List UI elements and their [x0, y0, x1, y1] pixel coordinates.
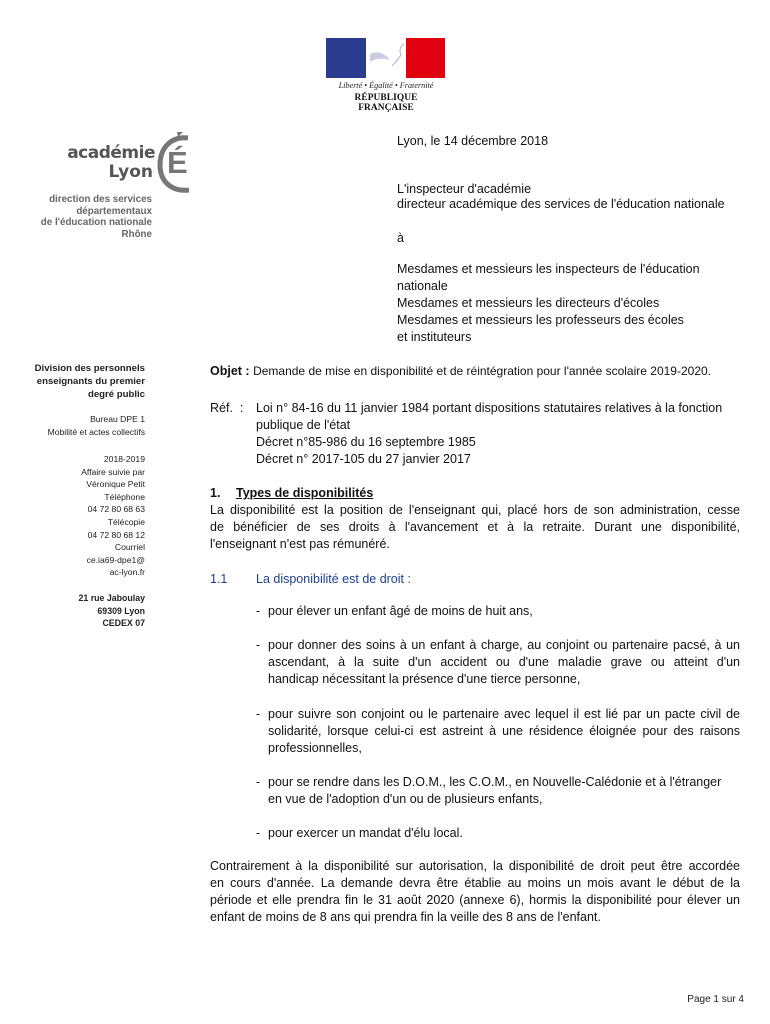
section11-number: 1.1	[210, 572, 228, 586]
list-item: - pour élever un enfant âgé de moins de huit ans,	[256, 604, 533, 618]
academie-city: Lyon	[108, 162, 153, 182]
section11-title: La disponibilité est de droit :	[256, 572, 411, 586]
section1-title: Types de disponibilités	[236, 486, 374, 500]
recipients: Mesdames et messieurs les inspecteurs de l'éducation nationale Mesdames et messieurs les directeurs d'écoles Mesdames et messieurs les professeurs des écoles et instituteurs	[397, 262, 700, 344]
republic-motto: Liberté • Égalité • Fraternité	[338, 81, 434, 90]
marianne-flag-icon	[326, 38, 446, 80]
objet-line	[210, 363, 711, 380]
sidebar-division: Division des personnels enseignants du premier degré public	[34, 363, 145, 400]
list-item: - pour se rendre dans les D.O.M., les C.O.M., en Nouvelle-Calédonie et à l'étranger en vue de l'adoption d'un ou de plusieurs enfants,	[256, 775, 722, 806]
list-item: - pour suivre son conjoint ou le partenaire avec lequel il est lié par un pacte civil de solidarité, lorsque celui-ci est astreint à une résidence éloignée pour des raisons professionnelles,	[256, 707, 740, 755]
place-date: Lyon, le 14 décembre 2018	[397, 134, 549, 148]
sidebar-contact: 2018-2019 Affaire suivie par Véronique Petit Téléphone 04 72 80 68 63 Télécopie 04 72 80 68 12 Courriel ce.ia69-dpe1@ ac-lyon.fr	[81, 454, 145, 578]
academie-subtitle: direction des services départementaux de l'éducation nationale Rhône	[40, 194, 152, 240]
ref-list: Loi n° 84-16 du 11 janvier 1984 portant dispositions statutaires relatives à la fonction publique de l'état Décret n°85-986 du 16 septembre 1985 Décret n° 2017-105 du 27 janvier 2017	[256, 401, 723, 466]
academie-logo	[40, 128, 205, 248]
bullet-dash: -	[256, 707, 261, 721]
closing-paragraph: Contrairement à la disponibilité sur autorisation, la disponibilité de droit peut être accordée en cours d'année. La demande devra être établie au moins un mois avant le début de la période et elle prendra fin le 31 août 2020 (annexe 6), hormis la disponibilité pour élever un enfant de moins de 8 ans qui prendra fin la veille des 8 ans de l'enfant.	[210, 859, 740, 924]
academie-word: académie	[67, 143, 155, 163]
section11-heading	[210, 571, 610, 588]
bullet-dash: -	[256, 604, 261, 618]
bullet-dash: -	[256, 638, 261, 652]
academie-e-emblem: É	[156, 132, 198, 194]
bullet-dash: -	[256, 826, 261, 840]
section1-body: La disponibilité est la position de l'enseignant qui, placé hors de son administration, cesse de bénéficier de ses droits à l'avancement et à la retraite. Durant une disponibilité, l'enseignant n'est pas rémunéré.	[210, 503, 740, 551]
sender-block: L'inspecteur d'académie directeur académique des services de l'éducation nationale	[397, 182, 725, 211]
republic-name: RÉPUBLIQUE FRANÇAISE	[354, 93, 418, 113]
sidebar-bureau: Bureau DPE 1 Mobilité et actes collectifs	[47, 414, 145, 437]
sidebar-address: 21 rue Jaboulay 69309 Lyon CEDEX 07	[78, 593, 145, 629]
list-item: - pour donner des soins à un enfant à charge, au conjoint ou partenaire pacsé, à un ascendant, à la suite d'un accident ou d'une maladie grave ou atteint d'un handicap nécessitant la présence d'une tierce personne,	[256, 638, 740, 686]
bullet-dash: -	[256, 775, 261, 789]
ref-label: Réf. :	[210, 401, 244, 415]
list-item: - pour exercer un mandat d'élu local.	[256, 826, 463, 840]
marianne-logo	[326, 38, 446, 113]
page-number: Page 1 sur 4	[687, 994, 744, 1005]
to-label: à	[397, 231, 404, 245]
objet-text: Demande de mise en disponibilité et de réintégration pour l'année scolaire 2019-2020.	[253, 364, 711, 378]
objet-label: Objet :	[210, 364, 250, 378]
section1-heading	[210, 485, 374, 502]
section1-number: 1.	[210, 486, 221, 500]
